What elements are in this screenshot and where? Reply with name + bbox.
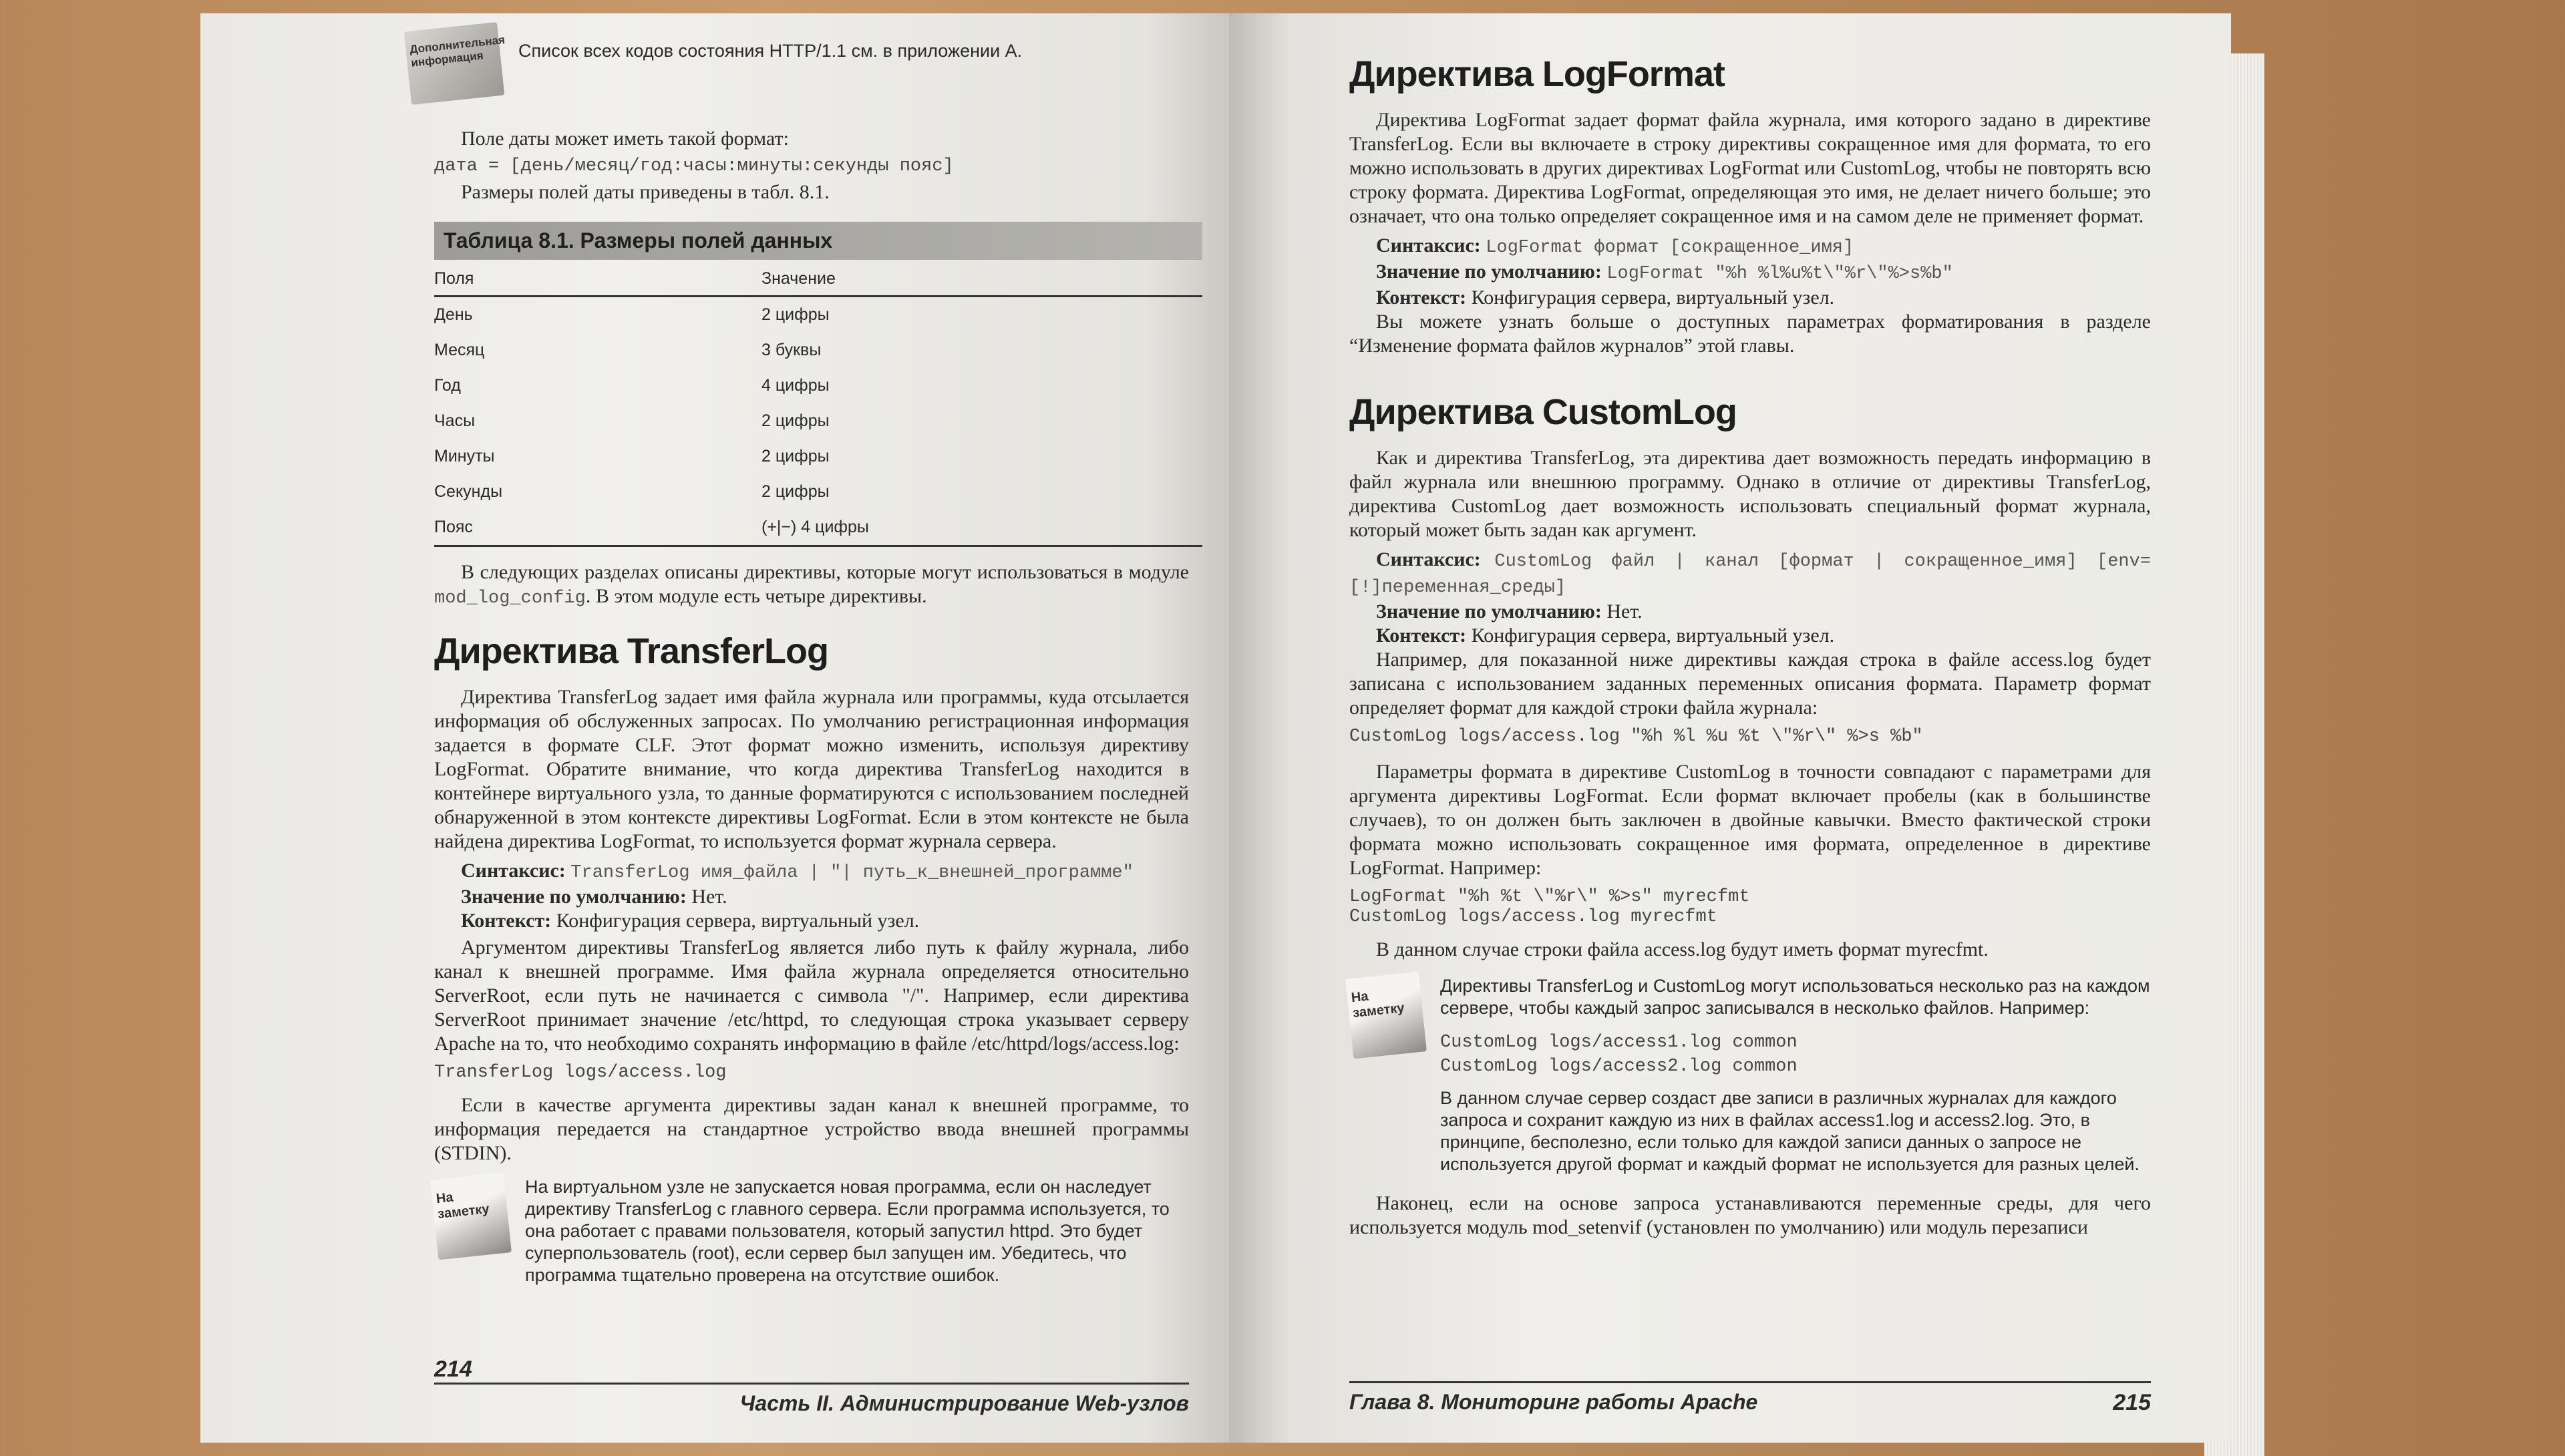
- lf-default-value: LogFormat "%h %l%u%t\"%r\"%>s%b": [1606, 264, 1953, 284]
- lf-syntax-line: [1349, 234, 2151, 260]
- cl-context-line: [1349, 624, 2151, 648]
- cl-syntax-value: CustomLog файл | канал [формат | сокращенное_имя] [env=[!]переменная_среды]: [1349, 552, 2151, 598]
- transferlog-code: TransferLog logs/access.log: [434, 1063, 727, 1083]
- transferlog-paragraph-1: Директива TransferLog задает имя файла журнала или программы, куда отсылается информация об обслуженных запросах. По умолчанию регистрационная информация задается в формате CLF. Этот формат можно изменить, используя директиву LogFormat. Обратите внимание, что когда директива TransferLog находится в контейнере виртуального узла, то данные форматируются с использованием последней обнаруженной в этом контексте директивы LogFormat. Если в этом контексте не была найдена директива LogFormat, то используется формат журнала сервера.: [434, 686, 1189, 852]
- right-page: [1229, 13, 2231, 1443]
- table-row: [434, 510, 1202, 546]
- syntax-label: Синтаксис:: [1376, 548, 1481, 570]
- table-cell: Месяц: [434, 341, 485, 359]
- left-page: [200, 13, 1229, 1443]
- note-body: [1440, 975, 2151, 1175]
- customlog-code-2a: LogFormat "%h %t \"%r\" %>s" myrecfmt: [1349, 887, 1750, 907]
- lf-default-line: [1349, 260, 2151, 286]
- transferlog-paragraph-2: Аргументом директивы TransferLog является либо путь к файлу журнала, либо канал к внешней программе. Имя файла журнала определяется относительно ServerRoot, если путь не начинается с символа "/". Например, если директива ServerRoot принимает значение /etc/httpd, то следующая строка указывает серверу Apache на то, что необходимо сохранять информацию в файле /etc/httpd/logs/access.log:: [434, 936, 1189, 1055]
- context-value: Конфигурация сервера, виртуальный узел.: [1471, 624, 1835, 647]
- syntax-value: TransferLog имя_файла | "| путь_к_внешней_программе": [570, 863, 1134, 883]
- date-fields-table: [434, 260, 1202, 547]
- page-number-right: 215: [2113, 1390, 2151, 1415]
- table-row: [434, 297, 1202, 333]
- table-row: [434, 368, 1202, 403]
- table-cell: 2 цифры: [761, 482, 830, 501]
- syntax-label: Синтаксис:: [461, 860, 566, 882]
- table-header: Поля: [434, 260, 761, 297]
- syntax-label: Синтаксис:: [1376, 234, 1481, 256]
- table-cell: Секунды: [434, 482, 503, 501]
- cl-default-value: Нет.: [1606, 600, 1643, 622]
- module-name: mod_log_config: [434, 588, 586, 608]
- default-label: Значение по умолчанию:: [1376, 260, 1602, 283]
- note-badge-icon: На заметку: [1345, 972, 1427, 1059]
- info-callout: [407, 27, 1189, 100]
- table-header: Значение: [761, 260, 1202, 297]
- lf-syntax-value: LogFormat формат [сокращенное_имя]: [1486, 238, 1854, 258]
- default-line: [434, 885, 1189, 909]
- customlog-paragraph-1: Как и директива TransferLog, эта директива дает возможность передать информацию в файл журнала или внешнюю программу. Однако в отличие от директивы TransferLog, директива CustomLog дает возможность использовать специальный формат журнала, который может быть задан как аргумент.: [1349, 447, 2151, 541]
- transferlog-paragraph-3: Если в качестве аргумента директивы задан канал к внешней программе, то информация передается на стандартное устройство ввода внешней программы (STDIN).: [434, 1094, 1189, 1164]
- table-cell: Минуты: [434, 447, 495, 466]
- after-table-paragraph: [434, 560, 1189, 610]
- table-row: [434, 333, 1202, 368]
- after-table-text-2: . В этом модуле есть четыре директивы.: [585, 585, 927, 607]
- heading-transferlog: Директива TransferLog: [434, 631, 828, 671]
- table-row: [434, 439, 1202, 474]
- note-text-1: Директивы TransferLog и CustomLog могут использоваться несколько раз на каждом сервере, чтобы каждый запрос записывался в несколько файлов. Например:: [1440, 976, 2150, 1018]
- note-text: На виртуальном узле не запускается новая программа, если он наследует директиву TransferLog с главного сервера. Если программа используется, то она работает с правами пользователя, который запустил httpd. Это будет суперпользователь (root), если сервер был запущен им. Убедитесь, что программа тщательно проверена на отсутствие ошибок.: [525, 1177, 1170, 1285]
- final-paragraph: Наконец, если на основе запроса устанавливаются переменные среды, для чего используется модуль mod_setenvif (установлен по умолчанию) или модуль перезаписи: [1349, 1192, 2151, 1238]
- table-row: [434, 403, 1202, 439]
- heading-logformat: Директива LogFormat: [1349, 54, 1725, 94]
- lf-context-line: [1349, 286, 2151, 310]
- left-footer: [434, 1356, 1189, 1416]
- table-cell: День: [434, 305, 473, 324]
- after-table-text-1: В следующих разделах описаны директивы, которые могут использоваться в модуле: [461, 561, 1189, 583]
- context-label: Контекст:: [1376, 624, 1467, 647]
- table-cell: 2 цифры: [761, 305, 830, 324]
- heading-customlog: Директива CustomLog: [1349, 392, 1737, 432]
- default-value: Нет.: [691, 886, 727, 908]
- default-label: Значение по умолчанию:: [461, 886, 687, 908]
- table-row: [434, 474, 1202, 510]
- page-number-left: 214: [434, 1356, 472, 1382]
- table-cell: 2 цифры: [761, 411, 830, 430]
- right-footer: [1349, 1381, 2151, 1416]
- sizes-paragraph: Размеры полей даты приведены в табл. 8.1.: [461, 181, 830, 203]
- table-title: Таблица 8.1. Размеры полей данных: [434, 222, 1202, 260]
- table-cell: 2 цифры: [761, 447, 830, 466]
- context-value: Конфигурация сервера, виртуальный узел.: [1471, 287, 1835, 309]
- customlog-code-1: CustomLog logs/access.log "%h %l %u %t \"%r\" %>s %b": [1349, 727, 1923, 747]
- customlog-code-2b: CustomLog logs/access.log myrecfmt: [1349, 907, 1717, 927]
- note-code-1: CustomLog logs/access1.log common: [1440, 1033, 1798, 1053]
- table-cell: 3 буквы: [761, 341, 822, 359]
- default-label: Значение по умолчанию:: [1376, 600, 1602, 622]
- cl-syntax-line: [1349, 548, 2151, 600]
- date-format-paragraph: Поле даты может иметь такой формат:: [461, 128, 789, 150]
- date-code: дата = [день/месяц/год:часы:минуты:секунды пояс]: [434, 156, 954, 176]
- customlog-paragraph-3: Параметры формата в директиве CustomLog в точности совпадают с параметрами для аргумента директивы LogFormat. Если формат включает пробелы (как в большинстве случаев), то он должен быть заключен в двойные кавычки. Вместо фактической строки формата можно использовать сокращенное имя формата, определенное в директиве LogFormat. Например:: [1349, 761, 2151, 879]
- context-label: Контекст:: [1376, 287, 1467, 309]
- lf-more-paragraph: Вы можете узнать больше о доступных параметрах форматирования в разделе “Изменение формата файлов журналов” этой главы.: [1349, 311, 2151, 357]
- table-cell: Год: [434, 376, 461, 395]
- context-value: Конфигурация сервера, виртуальный узел.: [556, 910, 920, 932]
- note-callout-right: [1349, 975, 2151, 1175]
- note-code-2: CustomLog logs/access2.log common: [1440, 1057, 1798, 1077]
- cl-default-line: [1349, 600, 2151, 624]
- note-text-2: В данном случае сервер создаст две записи в различных журналах для каждого запроса и сохранит каждую из них в файлах access1.log и access2.log. Это, в принципе, бесполезно, если только для каждой записи данных о запросе не используется другой формат и каждый формат не используется для разных целей.: [1440, 1088, 2140, 1174]
- right-content: [1349, 53, 2151, 1240]
- table-header-row: [434, 260, 1202, 297]
- note-badge-icon: На заметку: [430, 1173, 512, 1260]
- logformat-paragraph: Директива LogFormat задает формат файла журнала, имя которого задано в директиве TransferLog. Если вы включаете в строку директивы сокращенное имя для формата, то его можно использовать в других директивах LogFormat или CustomLog, чтобы не повторять всю строку формата. Директива LogFormat, определяющая это имя, не делает ничего больше; это означает, что она только определяет сокращенное имя и на самом деле не применяет формат.: [1349, 109, 2151, 227]
- customlog-paragraph-4: В данном случае строки файла access.log будут иметь формат myrecfmt.: [1376, 938, 1989, 960]
- running-title-left: Часть II. Администрирование Web-узлов: [739, 1391, 1189, 1415]
- table-cell: 4 цифры: [761, 376, 830, 395]
- table-cell: Пояс: [434, 510, 761, 546]
- table-cell: Часы: [434, 411, 476, 430]
- note-callout: [434, 1176, 1189, 1286]
- customlog-paragraph-2: Например, для показанной ниже директивы каждая строка в файле access.log будет записана с использованием заданных переменных описания формата. Параметр формат определяет формат для каждой строки файла журнала:: [1349, 649, 2151, 719]
- context-line: [434, 909, 1189, 933]
- context-label: Контекст:: [461, 910, 552, 932]
- table-cell: (+|−) 4 цифры: [761, 510, 1202, 546]
- open-book: [200, 13, 2238, 1443]
- syntax-line: [434, 859, 1189, 885]
- running-title-right: Глава 8. Мониторинг работы Apache: [1349, 1390, 1758, 1414]
- info-text: Список всех кодов состояния HTTP/1.1 см. в приложении А.: [518, 41, 1023, 61]
- info-badge-icon: Дополнительная информация: [404, 22, 505, 105]
